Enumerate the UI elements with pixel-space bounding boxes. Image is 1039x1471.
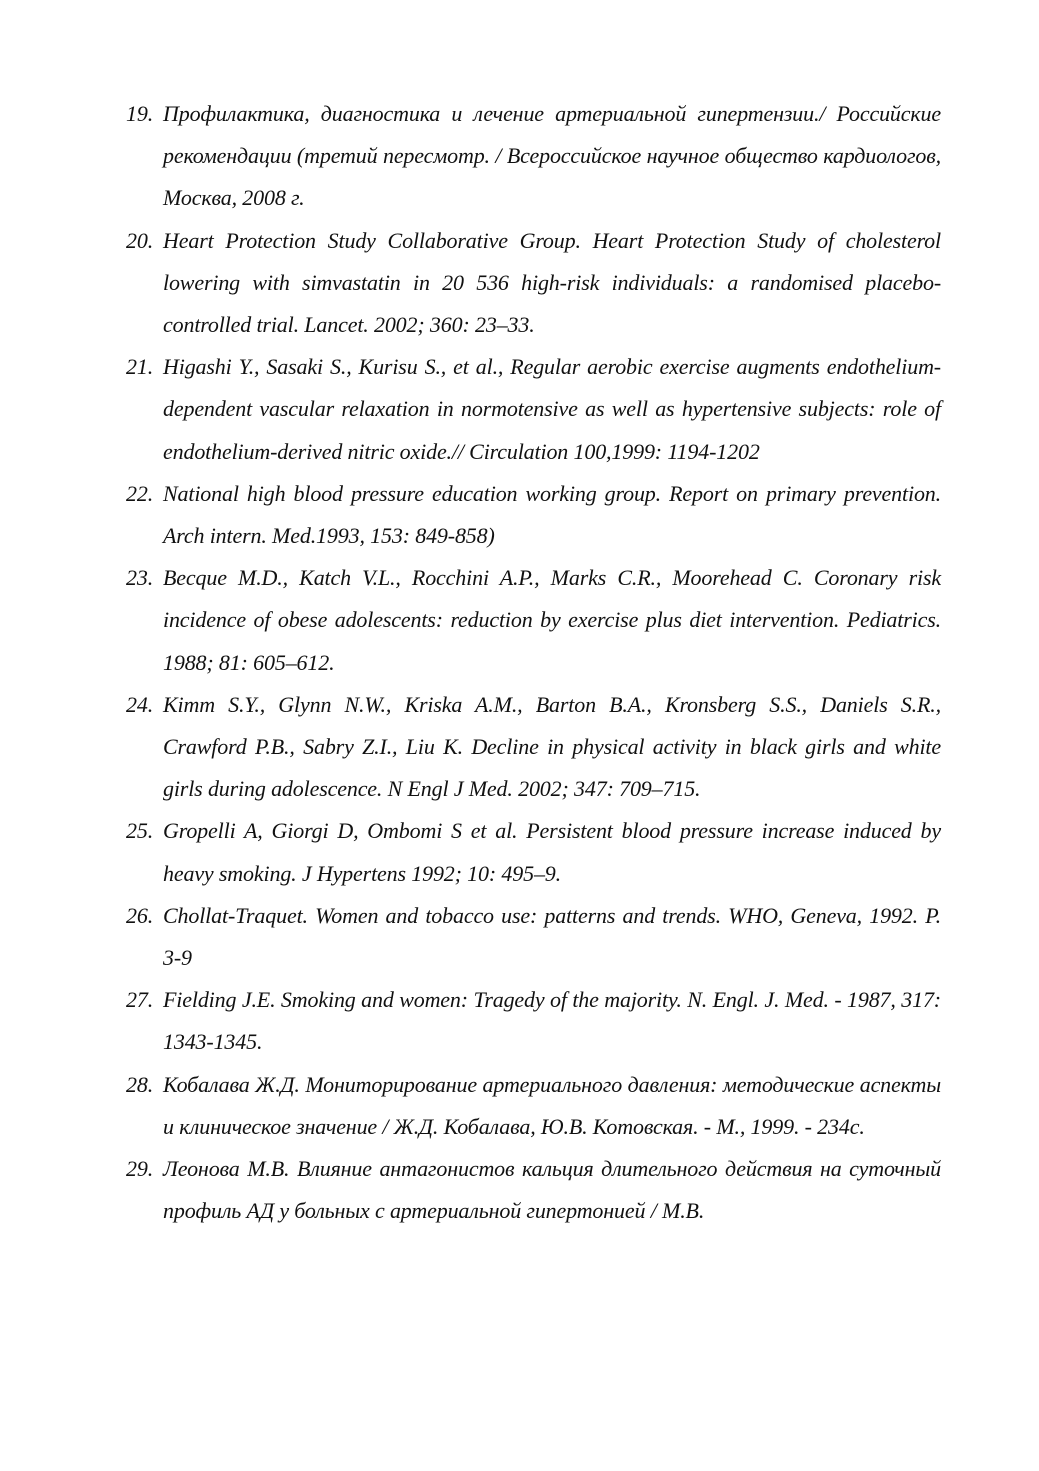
reference-text: Higashi Y., Sasaki S., Kurisu S., et al., Regular aerobic exercise augments endothelium-dependent vascular relaxation in normotensive as well as hypertensive subjects: role of endothelium-derived nitric oxide.// Circulation 100,1999: 1194-1202 <box>163 354 941 464</box>
reference-item <box>126 1148 941 1232</box>
reference-item <box>126 1064 941 1148</box>
reference-text: Becque M.D., Katch V.L., Rocchini A.P., Marks C.R., Moorehead C. Coronary risk incidence of obese adolescents: reduction by exercise plus diet intervention. Pediatrics. 1988; 81: 605–612. <box>163 565 941 675</box>
reference-item <box>126 93 941 220</box>
reference-text: Heart Protection Study Collaborative Group. Heart Protection Study of cholesterol lowering with simvastatin in 20 536 high-risk individuals: a randomised placebo-controlled trial. Lancet. 2002; 360: 23–33. <box>163 227 941 338</box>
reference-number: 26. <box>126 902 154 928</box>
reference-number: 27. <box>126 987 154 1013</box>
reference-item <box>126 979 941 1063</box>
reference-number: 28. <box>126 1071 154 1097</box>
reference-item <box>126 220 941 347</box>
reference-item <box>126 473 941 557</box>
reference-text: National high blood pressure education working group. Report on primary prevention. Arch intern. Med.1993, 153: 849-858) <box>163 480 941 549</box>
reference-item <box>126 810 941 894</box>
reference-number: 19. <box>126 101 154 126</box>
reference-number: 20. <box>126 227 154 253</box>
reference-item <box>126 557 941 684</box>
reference-number: 22. <box>126 480 154 506</box>
reference-item <box>126 895 941 979</box>
reference-text: Chollat-Traquet. Women and tobacco use: patterns and trends. WHO, Geneva, 1992. P. 3-9 <box>163 902 941 971</box>
reference-item <box>126 684 941 811</box>
reference-text: Kimm S.Y., Glynn N.W., Kriska A.M., Barton B.A., Kronsberg S.S., Daniels S.R., Crawford P.B., Sabry Z.I., Liu K. Decline in physical activity in black girls and white girls during adolescence. N Engl J Med. 2002; 347: 709–715. <box>163 691 941 802</box>
reference-text: Леонова М.В. Влияние антагонистов кальция длительного действия на суточный профиль АД у больных с артериальной гипертонией / М.В. <box>163 1156 941 1224</box>
reference-number: 24. <box>126 691 154 717</box>
reference-item <box>126 346 941 473</box>
reference-list <box>126 93 941 1232</box>
reference-number: 29. <box>126 1156 154 1182</box>
reference-number: 23. <box>126 565 154 591</box>
reference-text: Fielding J.E. Smoking and women: Tragedy of the majority. N. Engl. J. Med. - 1987, 317: 1343-1345. <box>163 987 941 1055</box>
reference-text: Кобалава Ж.Д. Мониторирование артериального давления: методические аспекты и клиническое значение / Ж.Д. Кобалава, Ю.В. Котовская. - М., 1999. - 234с. <box>163 1071 941 1139</box>
reference-text: Профилактика, диагностика и лечение артериальной гипертензии./ Российские рекомендации (третий пересмотр. / Всероссийское научное общество кардиологов, Москва, 2008 г. <box>163 101 941 211</box>
reference-number: 21. <box>126 354 154 380</box>
reference-number: 25. <box>126 818 154 844</box>
reference-text: Gropelli A, Giorgi D, Ombomi S et al. Persistent blood pressure increase induced by heavy smoking. J Hypertens 1992; 10: 495–9. <box>163 818 941 886</box>
